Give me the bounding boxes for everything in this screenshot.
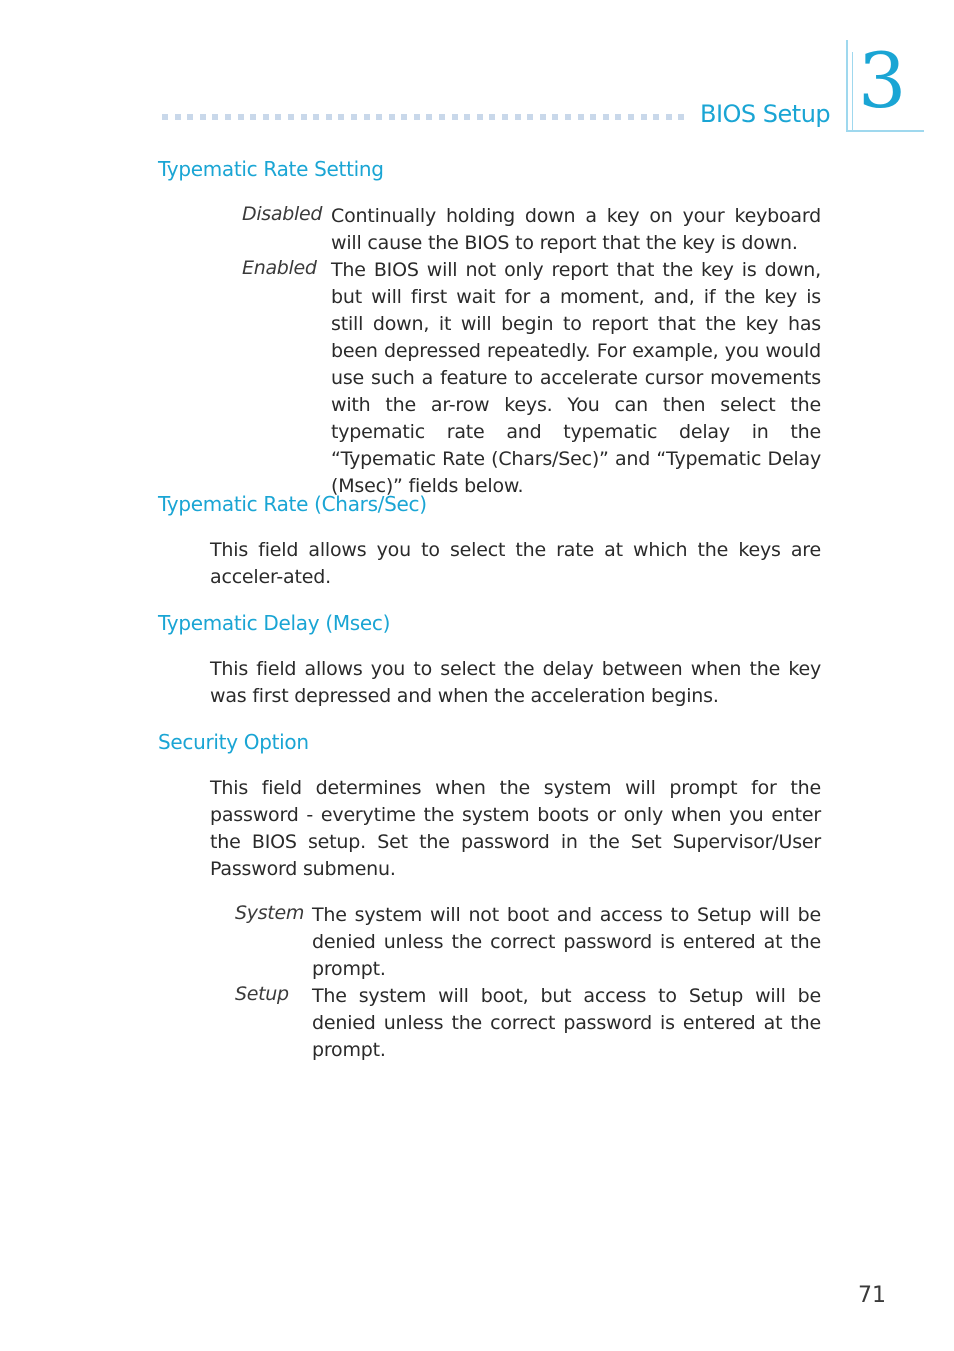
option-term-setup: Setup <box>235 983 289 1005</box>
section-title-typematic-rate-setting: Typematic Rate Setting <box>158 157 384 181</box>
section-body-typematic-rate: This field allows you to select the rate at which the keys are acceler-ated. <box>210 539 821 588</box>
section-title-security-option: Security Option <box>158 730 309 754</box>
option-desc-system: The system will not boot and access to Setup will be denied unless the correct password is entered at the prompt. <box>312 904 821 980</box>
header-dotted-rule <box>162 114 692 122</box>
section-body-typematic-delay: This field allows you to select the delay between when the key was first depressed and when the acceleration begins. <box>210 658 821 707</box>
option-term-disabled: Disabled <box>242 203 323 225</box>
option-desc-enabled: The BIOS will not only report that the key is down, but will first wait for a moment, and, if the key is still down, it will begin to report that the key has been depressed repeatedly. For example, you would use such a feature to accelerate cursor movements with the ar-row keys. You can then select the typematic rate and typematic delay in the “Typematic Rate (Chars/Sec)” and “Typematic Delay (Msec)” fields below. <box>331 259 821 497</box>
chapter-number: 3 <box>858 36 907 125</box>
page-number: 71 <box>858 1283 886 1308</box>
running-header-title: BIOS Setup <box>700 100 831 128</box>
section-title-typematic-delay: Typematic Delay (Msec) <box>158 611 391 635</box>
section-body-security-option: This field determines when the system will prompt for the password - everytime the system boots or only when you enter the BIOS setup. Set the password in the Set Supervisor/User Password submenu. <box>210 777 821 880</box>
option-desc-setup: The system will boot, but access to Setup will be denied unless the correct password is entered at the prompt. <box>312 985 821 1061</box>
option-desc-disabled: Continually holding down a key on your keyboard will cause the BIOS to report that the key is down. <box>331 205 821 254</box>
section-title-typematic-rate: Typematic Rate (Chars/Sec) <box>158 492 427 516</box>
option-term-system: System <box>235 902 305 924</box>
option-term-enabled: Enabled <box>242 257 317 279</box>
